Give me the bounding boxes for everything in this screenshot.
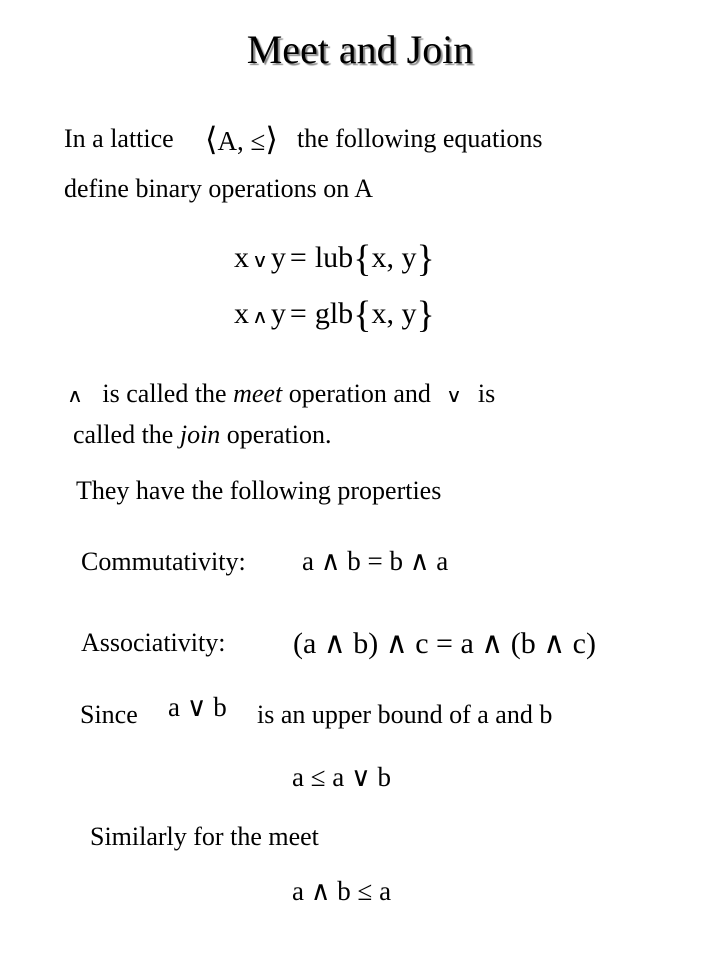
right-brace: } xyxy=(416,294,435,336)
lattice-symbol xyxy=(205,120,278,158)
intro-line-2: define binary operations on A xyxy=(64,174,374,203)
naming-text-1b: operation and xyxy=(288,379,431,408)
associativity-label: Associativity: xyxy=(81,628,226,657)
since-expression: a ∨ b xyxy=(168,692,227,722)
meet-eq-set: x, y xyxy=(371,297,417,330)
meet-eq-x: x xyxy=(234,297,249,330)
join-eq-equals: = xyxy=(289,241,307,274)
naming-text-2b: operation. xyxy=(226,420,332,449)
properties-heading: They have the following properties xyxy=(76,476,442,505)
right-angle-bracket: ⟩ xyxy=(265,121,278,157)
meet-eq-fn: glb xyxy=(314,297,354,330)
upper-bound-result: a ≤ a ∨ b xyxy=(292,762,392,792)
left-brace: { xyxy=(353,238,372,280)
join-equation xyxy=(234,240,435,278)
similarly-text: Similarly for the meet xyxy=(90,822,319,851)
naming-line-2 xyxy=(73,420,331,450)
intro-line-1 xyxy=(64,124,174,154)
join-symbol: ∨ xyxy=(446,385,463,407)
join-eq-fn: lub xyxy=(314,241,354,274)
left-angle-bracket: ⟨ xyxy=(205,121,218,157)
join-eq-y: y xyxy=(270,241,286,274)
naming-text-1a: is called the xyxy=(102,379,227,408)
left-brace: { xyxy=(353,294,372,336)
join-eq-set: x, y xyxy=(371,241,417,274)
join-symbol: ∨ xyxy=(251,250,268,272)
join-eq-x: x xyxy=(234,241,249,274)
join-word: join xyxy=(179,420,221,449)
right-brace: } xyxy=(416,238,435,280)
naming-text-2a: called the xyxy=(73,420,174,449)
meet-eq-equals: = xyxy=(289,297,307,330)
commutativity-formula: a ∧ b = b ∧ a xyxy=(302,546,449,576)
since-rest: is an upper bound of a and b xyxy=(257,700,553,729)
meet-eq-y: y xyxy=(270,297,286,330)
meet-result: a ∧ b ≤ a xyxy=(292,876,392,906)
naming-line-1 xyxy=(68,379,495,411)
meet-word: meet xyxy=(233,379,283,408)
lattice-symbol-content: A, ≤ xyxy=(217,126,266,156)
meet-equation xyxy=(234,296,435,334)
meet-symbol: ∧ xyxy=(251,306,268,328)
meet-symbol: ∧ xyxy=(66,385,83,407)
associativity-formula: (a ∧ b) ∧ c = a ∧ (b ∧ c) xyxy=(293,627,596,660)
page-title: Meet and Join xyxy=(246,27,474,72)
since-label: Since xyxy=(80,700,138,729)
intro-text-before: In a lattice xyxy=(64,124,174,153)
naming-text-1c: is xyxy=(477,379,496,408)
commutativity-label: Commutativity: xyxy=(81,547,246,576)
intro-text-after: the following equations xyxy=(297,124,543,153)
